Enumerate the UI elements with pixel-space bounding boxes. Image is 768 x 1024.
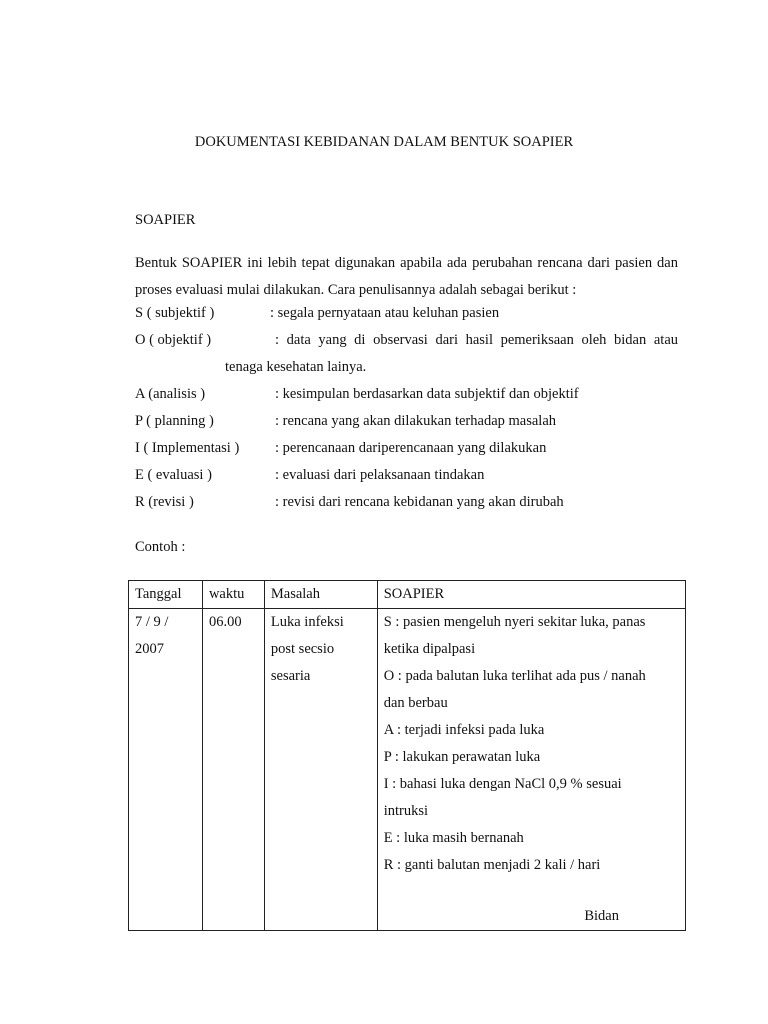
cell-line: 7 / 9 /: [135, 614, 169, 630]
definition-desc: : revisi dari rencana kebidanan yang akan dirubah: [275, 494, 564, 510]
definition-term: S ( subjektif ): [135, 305, 215, 321]
cell-tanggal: [129, 609, 203, 931]
column-header-tanggal: Tanggal: [129, 581, 203, 609]
definition-desc: : kesimpulan berdasarkan data subjektif dan objektif: [275, 386, 579, 402]
cell-waktu: [202, 609, 264, 931]
table-row: [129, 609, 686, 931]
soapier-line: I : bahasi luka dengan NaCl 0,9 % sesuai: [383, 776, 622, 792]
signature-bidan: Bidan: [584, 908, 619, 924]
definition-desc: : segala pernyataan atau keluhan pasien: [270, 305, 500, 321]
soapier-line: P : lakukan perawatan luka: [383, 749, 541, 765]
column-header-masalah: Masalah: [264, 581, 377, 609]
definition-term: O ( objektif ): [135, 332, 212, 348]
definition-desc: : evaluasi dari pelaksanaan tindakan: [275, 467, 485, 483]
soapier-line: E : luka masih bernanah: [383, 830, 524, 846]
soapier-line: R : ganti balutan menjadi 2 kali / hari: [383, 857, 601, 873]
soapier-line: A : terjadi infeksi pada luka: [383, 722, 545, 738]
intro-text: Bentuk SOAPIER ini lebih tepat digunakan apabila ada perubahan rencana dari pasien dan proses evaluasi mulai dilakukan. Cara penulisannya adalah sebagai berikut :: [135, 255, 678, 298]
definition-term: R (revisi ): [135, 494, 194, 510]
soapier-table: [128, 580, 686, 931]
definition-desc: : perencanaan dariperencanaan yang dilakukan: [275, 440, 547, 456]
definition-o: [135, 327, 678, 354]
section-heading: SOAPIER: [135, 212, 196, 228]
column-header-waktu: waktu: [202, 581, 264, 609]
column-header-soapier: SOAPIER: [377, 581, 685, 609]
definition-term: E ( evaluasi ): [135, 467, 212, 483]
soapier-line: S : pasien mengeluh nyeri sekitar luka, panas: [383, 614, 646, 630]
cell-line: post secsio: [270, 641, 335, 657]
cell-line: 06.00: [208, 614, 242, 630]
definition-o-continuation: tenaga kesehatan lainya.: [225, 359, 367, 375]
cell-masalah: [264, 609, 377, 931]
definition-term: A (analisis ): [135, 386, 206, 402]
soapier-line: dan berbau: [383, 695, 448, 711]
definition-desc: : rencana yang akan dilakukan terhadap masalah: [275, 413, 557, 429]
table-header-row: [129, 581, 686, 609]
intro-paragraph: [135, 250, 678, 304]
soapier-line: intruksi: [383, 803, 428, 819]
cell-line: 2007: [135, 641, 164, 657]
soapier-line: O : pada balutan luka terlihat ada pus / nanah: [383, 668, 646, 684]
soapier-line: ketika dipalpasi: [383, 641, 476, 657]
cell-line: Luka infeksi: [270, 614, 344, 630]
document-title: DOKUMENTASI KEBIDANAN DALAM BENTUK SOAPIER: [194, 134, 574, 150]
definition-term: P ( planning ): [135, 413, 214, 429]
cell-line: sesaria: [270, 668, 311, 684]
definition-desc: : data yang di observasi dari hasil pemeriksaan oleh bidan atau: [275, 332, 678, 348]
definition-term: I ( Implementasi ): [135, 440, 240, 456]
cell-soapier: [377, 609, 685, 931]
example-label: Contoh :: [135, 539, 186, 555]
